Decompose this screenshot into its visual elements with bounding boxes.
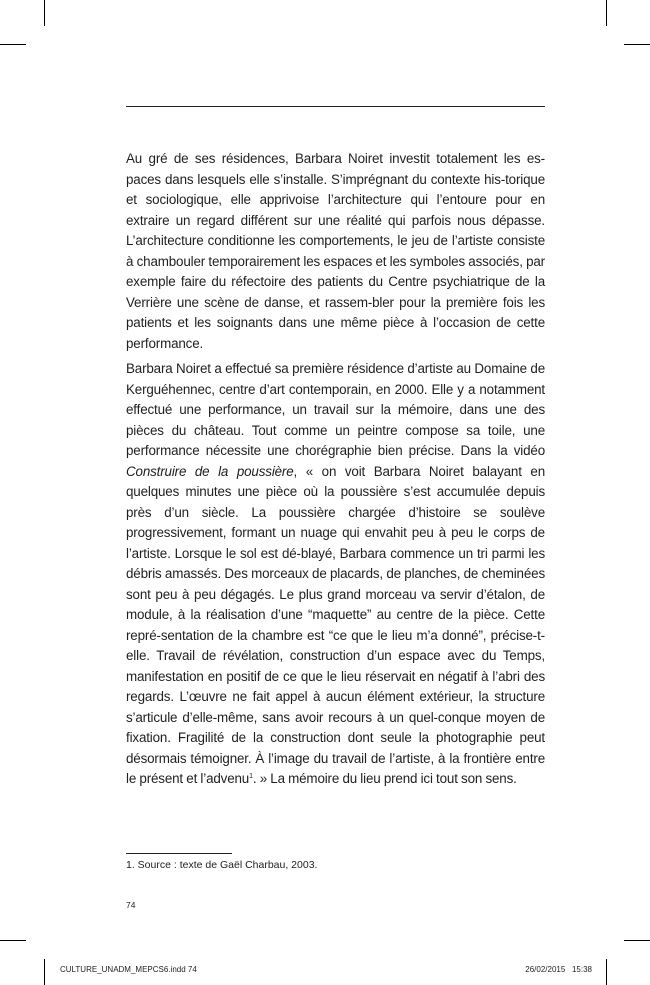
crop-mark xyxy=(606,959,607,985)
paragraph-2 xyxy=(126,359,545,790)
paragraph-2-middle: , « on voit Barbara Noiret balayant en quelques minutes une pièce où la poussière s’est accumulée depuis près d’un siècle. La poussière chargée d’histoire se soulève progressivement, formant un nuage qui envahit peu à peu le corps de l’artiste. Lorsque le sol est dé-blayé, Barbara commence un tri parmi les débris amassés. Des morceaux de placards, de planches, de cheminées sont peu à peu dégagés. Le plus grand morceau va servir d’étalon, de module, à la réalisation d’une “maquette” au centre de la pièce. Cette repré-sentation de la chambre est “ce que le lieu m’a donné”, précise-t-elle. Travail de révélation, construction d’un espace avec du Temps, manifestation en positif de ce que le lieu réservait en négatif à l’abri des regards. L’œuvre ne fait appel à aucun élément extérieur, la structure s’articule d’elle-même, sans avoir recours à un quel-conque moyen de fixation. Fragilité de la construction dont seule la photographie peut désormais témoigner. À l’image du travail de l’artiste, à la frontière entre le présent et l’advenu xyxy=(126,463,545,786)
crop-mark xyxy=(606,0,607,26)
footnote-rule xyxy=(126,853,232,854)
crop-mark xyxy=(0,44,26,45)
crop-mark xyxy=(44,959,45,985)
header-rule xyxy=(126,106,545,107)
crop-mark xyxy=(624,44,650,45)
paragraph-2-start: Barbara Noiret a effectué sa première résidence d’artiste au Domaine de Kerguéhennec, centre d’art contemporain, en 2000. Elle y a notamment effectué une performance, un travail sur la mémoire, dans une des pièces du château. Tout comme un peintre compose sa toile, une performance nécessite une chorégraphie bien précise. Dans la vidéo xyxy=(126,361,545,458)
body-text xyxy=(126,149,545,795)
footnote: 1. Source : texte de Gaël Charbau, 2003. xyxy=(126,859,318,871)
crop-mark xyxy=(0,940,26,941)
video-title: Construire de la poussière xyxy=(126,463,294,479)
paragraph-2-end: . » La mémoire du lieu prend ici tout son sens. xyxy=(252,771,517,786)
slug-date: 26/02/2015 15:38 xyxy=(525,965,592,974)
paragraph-1: Au gré de ses résidences, Barbara Noiret investit totalement les es-paces dans lesquels elle s’installe. S’imprégnant du contexte his-torique et sociologique, elle apprivoise l’architecture qui l’entoure pour en extraire un regard différent sur une réalité qui parfois nous dépasse. L’architecture conditionne les comportements, le jeu de l’artiste consiste à chambouler temporairement les espaces et les symboles associés, par exemple faire du réfectoire des patients du Centre psychiatrique de la Verrière une scène de danse, et rassem-bler pour la première fois les patients et les soignants dans une même pièce à l’occasion de cette performance. xyxy=(126,151,545,351)
slug-filename: CULTURE_UNADM_MEPCS6.indd 74 xyxy=(60,965,197,974)
footnote-reference[interactable]: 1 xyxy=(249,773,253,780)
crop-mark xyxy=(624,940,650,941)
page-number: 74 xyxy=(126,900,136,910)
crop-mark xyxy=(44,0,45,26)
